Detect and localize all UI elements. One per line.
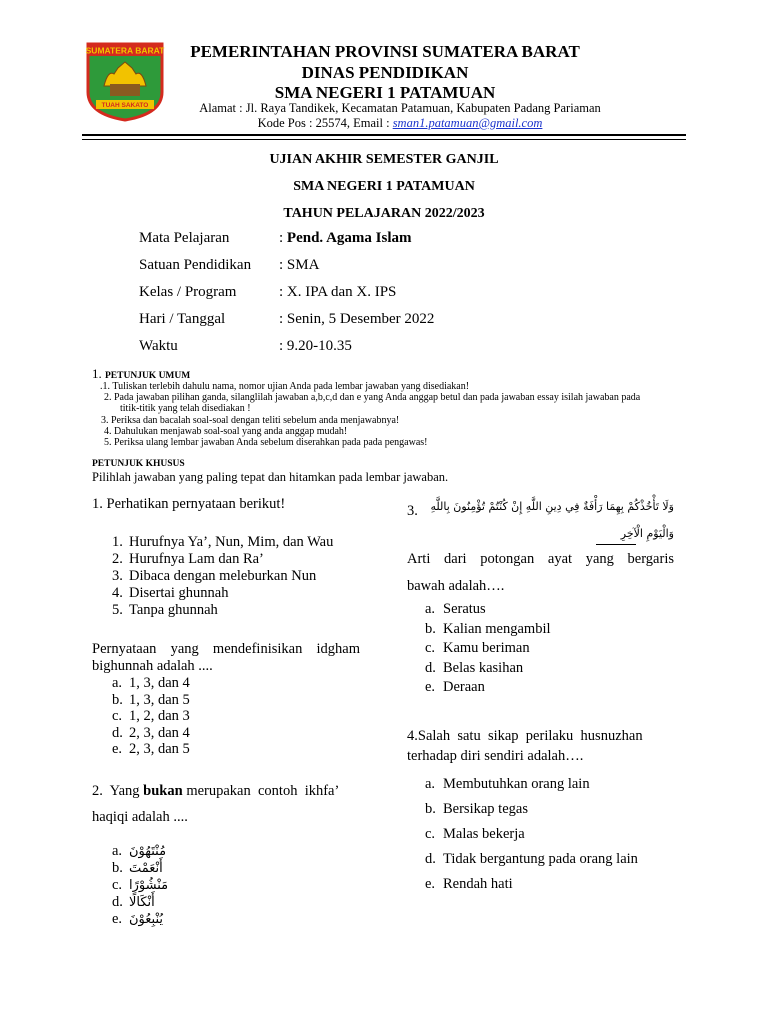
answer-option[interactable]	[112, 894, 168, 911]
statement-text: Disertai ghunnah	[129, 585, 229, 601]
q4-options	[425, 776, 638, 901]
answer-option[interactable]	[112, 911, 168, 928]
postal-code: Kode Pos : 25574, Email :	[257, 116, 393, 130]
logo-top-text: SUMATERA BARAT	[85, 45, 165, 56]
statement-text: Tanpa ghunnah	[129, 602, 218, 618]
info-row-unit	[0, 257, 768, 281]
option-letter: c.	[425, 640, 436, 656]
answer-option[interactable]	[425, 679, 551, 699]
question-1-text-line2: bighunnah adalah ....	[92, 658, 213, 674]
option-text: Bersikap tegas	[443, 801, 528, 817]
header-line-3: SMA NEGERI 1 PATAMUAN	[274, 83, 496, 102]
exam-year: TAHUN PELAJARAN 2022/2023	[283, 206, 485, 221]
statement-text: Dibaca dengan meleburkan Nun	[129, 568, 317, 584]
header-divider-thick	[82, 134, 686, 136]
question-4-line2: terhadap diri sendiri adalah….	[407, 748, 584, 764]
info-value	[279, 311, 434, 328]
q2-text-post: merupakan contoh ikhfa’	[182, 783, 340, 799]
option-text: Malas bekerja	[443, 826, 525, 842]
option-letter: d.	[112, 894, 123, 910]
option-text: يُنْبِعُوْنَ	[129, 912, 163, 927]
q2-text-bold: bukan	[143, 783, 183, 799]
answer-option[interactable]	[112, 708, 190, 725]
info-row-subject	[0, 230, 768, 254]
specific-instructions-text: Pilihlah jawaban yang paling tepat dan hitamkan pada lembar jawaban.	[92, 470, 449, 484]
option-text: 1, 3, dan 4	[129, 675, 190, 691]
info-label: Mata Pelajaran	[139, 230, 230, 246]
instruction-item: 4. Dahulukan menjawab soal-soal yang anda anggap mudah!	[104, 426, 348, 437]
info-colon: :	[279, 230, 287, 246]
option-letter: a.	[112, 843, 123, 859]
info-label: Kelas / Program	[139, 284, 237, 300]
header-line-1: PEMERINTAHAN PROVINSI SUMATERA BARAT	[190, 42, 580, 61]
option-text: Seratus	[443, 601, 486, 617]
question-1-stem: 1. Perhatikan pernyataan berikut!	[92, 496, 286, 512]
answer-option[interactable]	[112, 675, 190, 692]
section-number: 1.	[92, 366, 105, 381]
q2-options	[112, 843, 168, 928]
info-value-text: Senin, 5 Desember 2022	[286, 311, 435, 327]
option-letter: d.	[425, 851, 436, 867]
statement-text: Hurufnya Ya’, Nun, Mim, dan Wau	[129, 534, 334, 550]
answer-option[interactable]	[425, 801, 638, 826]
option-letter: e.	[425, 679, 436, 695]
option-letter: b.	[112, 860, 123, 876]
option-text: أَنْعَمْتَ	[129, 861, 163, 876]
header-line-2: DINAS PENDIDIKAN	[301, 63, 469, 82]
info-value-text: 9.20-10.35	[286, 338, 352, 354]
info-value-text: SMA	[286, 257, 320, 273]
info-row-date	[0, 311, 768, 335]
option-text: مُنْتَهُوْنَ	[129, 844, 167, 859]
option-text: أَنْكَالًا	[129, 895, 155, 910]
exam-school: SMA NEGERI 1 PATAMUAN	[293, 179, 475, 194]
option-letter: d.	[112, 724, 123, 741]
answer-option[interactable]	[112, 741, 190, 758]
exam-title: UJIAN AKHIR SEMESTER GANJIL	[269, 152, 499, 167]
q2-text-pre: 2. Yang	[92, 783, 144, 799]
instruction-item: 5. Periksa ulang lembar jawaban Anda sebelum diserahkan pada pada pengawas!	[104, 437, 428, 448]
question-4-line1: 4.Salah satu sikap perilaku husnuzhan	[407, 728, 643, 744]
info-value	[279, 284, 396, 301]
info-label: Hari / Tanggal	[139, 311, 226, 327]
option-text: مَنْشُوْرًا	[129, 878, 169, 893]
question-1-text-line1: Pernyataan yang mendefinisikan idgham	[92, 641, 360, 657]
option-text: Kalian mengambil	[443, 620, 551, 637]
logo-bottom-text: TUAH SAKATO	[101, 102, 149, 109]
statement-number: 2.	[112, 551, 123, 567]
question-3-verse-line2: وَالْيَوْمِ الْآخِرِ	[620, 527, 674, 540]
question-3-number: 3.	[407, 503, 418, 519]
answer-option[interactable]	[112, 725, 190, 742]
info-row-class	[0, 284, 768, 308]
answer-option[interactable]	[425, 621, 551, 641]
section-title: PETUNJUK UMUM	[105, 371, 191, 381]
answer-option[interactable]	[425, 640, 551, 660]
option-letter: c.	[112, 708, 123, 724]
header-address: Alamat : Jl. Raya Tandikek, Kecamatan Patamuan, Kabupaten Padang Pariaman	[199, 101, 601, 115]
info-value-text: X. IPA dan X. IPS	[286, 284, 397, 300]
option-text: Belas kasihan	[443, 659, 524, 676]
option-letter: c.	[112, 877, 123, 893]
question-3-verse-line1: وَلَا تَأْخُذْكُمْ بِهِمَا رَأْفَةٌ فِي دِينِ اللَّهِ إِنْ كُنْتُمْ تُؤْمِنُونَ بِاللَّهِ	[430, 500, 674, 513]
info-colon: :	[279, 284, 287, 300]
option-text: Kamu beriman	[443, 640, 530, 656]
option-letter: e.	[112, 911, 123, 927]
option-text: Deraan	[443, 679, 485, 695]
option-letter: d.	[425, 659, 436, 676]
instruction-item: .1. Tuliskan terlebih dahulu nama, nomor ujian Anda pada lembar jawaban yang disediakan!	[100, 381, 470, 392]
instruction-item: 3. Periksa dan bacalah soal-soal dengan teliti sebelum anda menjawabnya!	[101, 415, 400, 426]
answer-option[interactable]	[425, 660, 551, 680]
header-divider-thin	[82, 139, 686, 140]
question-3-text-line2: bawah adalah….	[407, 578, 505, 594]
answer-option[interactable]	[425, 776, 638, 801]
statement-number: 3.	[112, 568, 123, 584]
email-link[interactable]: sman1.patamuan@gmail.com	[392, 116, 543, 130]
info-colon: :	[279, 311, 287, 327]
option-letter: b.	[112, 691, 123, 708]
option-letter: b.	[425, 801, 436, 817]
info-value	[279, 230, 412, 247]
q1-statement-list	[112, 534, 333, 619]
answer-option[interactable]	[425, 601, 551, 621]
answer-option[interactable]	[425, 876, 638, 901]
option-text: 1, 2, dan 3	[129, 708, 190, 724]
option-text: 1, 3, dan 5	[129, 691, 190, 708]
header-contact	[150, 116, 650, 131]
verse-underline	[596, 544, 636, 545]
q1-options	[112, 675, 190, 758]
option-text: 2, 3, dan 5	[129, 741, 190, 757]
option-letter: e.	[425, 876, 436, 892]
statement-number: 5.	[112, 602, 123, 618]
info-colon: :	[279, 257, 287, 273]
answer-option[interactable]	[112, 877, 168, 894]
info-label: Satuan Pendidikan	[139, 257, 252, 273]
instruction-item: 2. Pada jawaban pilihan ganda, silanglilah jawaban a,b,c,d dan e yang Anda anggap betul dan pada jawaban essay isilah jawaban pada	[104, 392, 641, 403]
statement-number: 1.	[112, 534, 123, 550]
info-value	[279, 338, 352, 355]
specific-instructions-title: PETUNJUK KHUSUS	[92, 459, 185, 469]
option-letter: a.	[112, 675, 123, 691]
answer-option[interactable]	[112, 692, 190, 709]
option-letter: b.	[425, 620, 436, 637]
statement-text: Hurufnya Lam dan Ra’	[129, 551, 264, 567]
option-text: 2, 3, dan 4	[129, 724, 190, 741]
question-2-line2: haqiqi adalah ....	[92, 809, 188, 825]
answer-option[interactable]	[112, 843, 168, 860]
answer-option[interactable]	[112, 860, 168, 877]
option-text: Rendah hati	[443, 876, 513, 892]
q3-options	[425, 601, 551, 699]
general-instructions-heading	[92, 366, 190, 382]
option-text: Tidak bergantung pada orang lain	[443, 851, 638, 867]
option-letter: a.	[425, 776, 436, 792]
instruction-item: titik-titik yang telah disediakan !	[120, 403, 251, 414]
question-2-line1	[92, 783, 339, 800]
question-3-text-line1: Arti dari potongan ayat yang bergaris	[407, 551, 674, 567]
info-value	[279, 257, 319, 274]
option-text: Membutuhkan orang lain	[443, 776, 590, 792]
option-letter: c.	[425, 826, 436, 842]
statement-number: 4.	[112, 585, 123, 601]
info-row-time	[0, 338, 768, 362]
info-label: Waktu	[139, 338, 178, 354]
info-value-text: Pend. Agama Islam	[286, 230, 412, 246]
answer-option[interactable]	[425, 826, 638, 851]
info-colon: :	[279, 338, 287, 354]
option-letter: a.	[425, 601, 436, 617]
option-letter: e.	[112, 741, 123, 757]
answer-option[interactable]	[425, 851, 638, 876]
